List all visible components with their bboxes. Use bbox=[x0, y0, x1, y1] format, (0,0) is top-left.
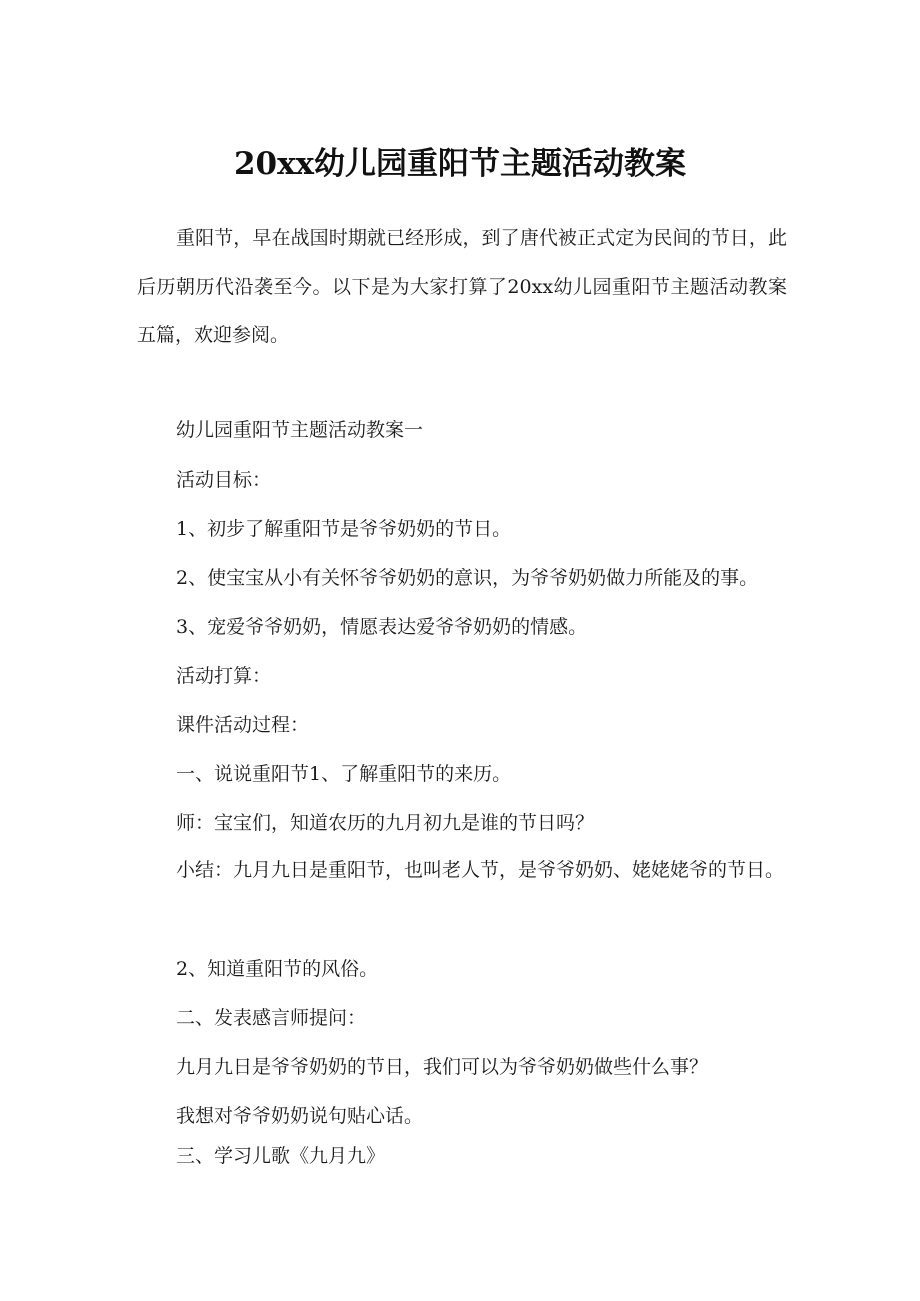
question-text: 九月九日是爷爷奶奶的节日，我们可以为爷爷奶奶做些什么事？ bbox=[176, 1056, 709, 1078]
heartfelt-words: 我想对爷爷奶奶说句贴心话。 bbox=[176, 1105, 424, 1127]
document-title: 20xx幼儿园重阳节主题活动教案 bbox=[233, 146, 687, 182]
process-step-1: 一、说说重阳节1、了解重阳节的来历。 bbox=[176, 763, 512, 785]
process-section-2: 二、发表感言师提问： bbox=[176, 1007, 367, 1029]
intro-paragraph: 重阳节，早在战国时期就已经形成，到了唐代被正式定为民间的节日，此后历朝历代沿袭至今。以下是为大家打算了20xx幼儿园重阳节主题活动教案五篇，欢迎参阅。 bbox=[137, 227, 787, 346]
teacher-question: 师：宝宝们，知道农历的九月初九是谁的节日吗？ bbox=[176, 812, 595, 834]
goal-item-1: 1、初步了解重阳节是爷爷奶奶的节日。 bbox=[176, 518, 512, 540]
goal-item-2: 2、使宝宝从小有关怀爷爷奶奶的意识，为爷爷奶奶做力所能及的事。 bbox=[176, 567, 759, 589]
section-heading: 幼儿园重阳节主题活动教案一 bbox=[176, 419, 424, 441]
summary-paragraph: 小结：九月九日是重阳节，也叫老人节，是爷爷奶奶、姥姥姥爷的节日。 bbox=[176, 859, 785, 881]
process-step-2: 2、知道重阳节的风俗。 bbox=[176, 958, 379, 980]
process-section-3: 三、学习儿歌《九月九》 bbox=[176, 1145, 386, 1167]
activity-preparation-label: 活动打算： bbox=[176, 665, 272, 687]
activity-goals-label: 活动目标： bbox=[176, 469, 272, 491]
goal-item-3: 3、宠爱爷爷奶奶，情愿表达爱爷爷奶奶的情感。 bbox=[176, 616, 588, 638]
activity-process-label: 课件活动过程： bbox=[176, 714, 310, 736]
